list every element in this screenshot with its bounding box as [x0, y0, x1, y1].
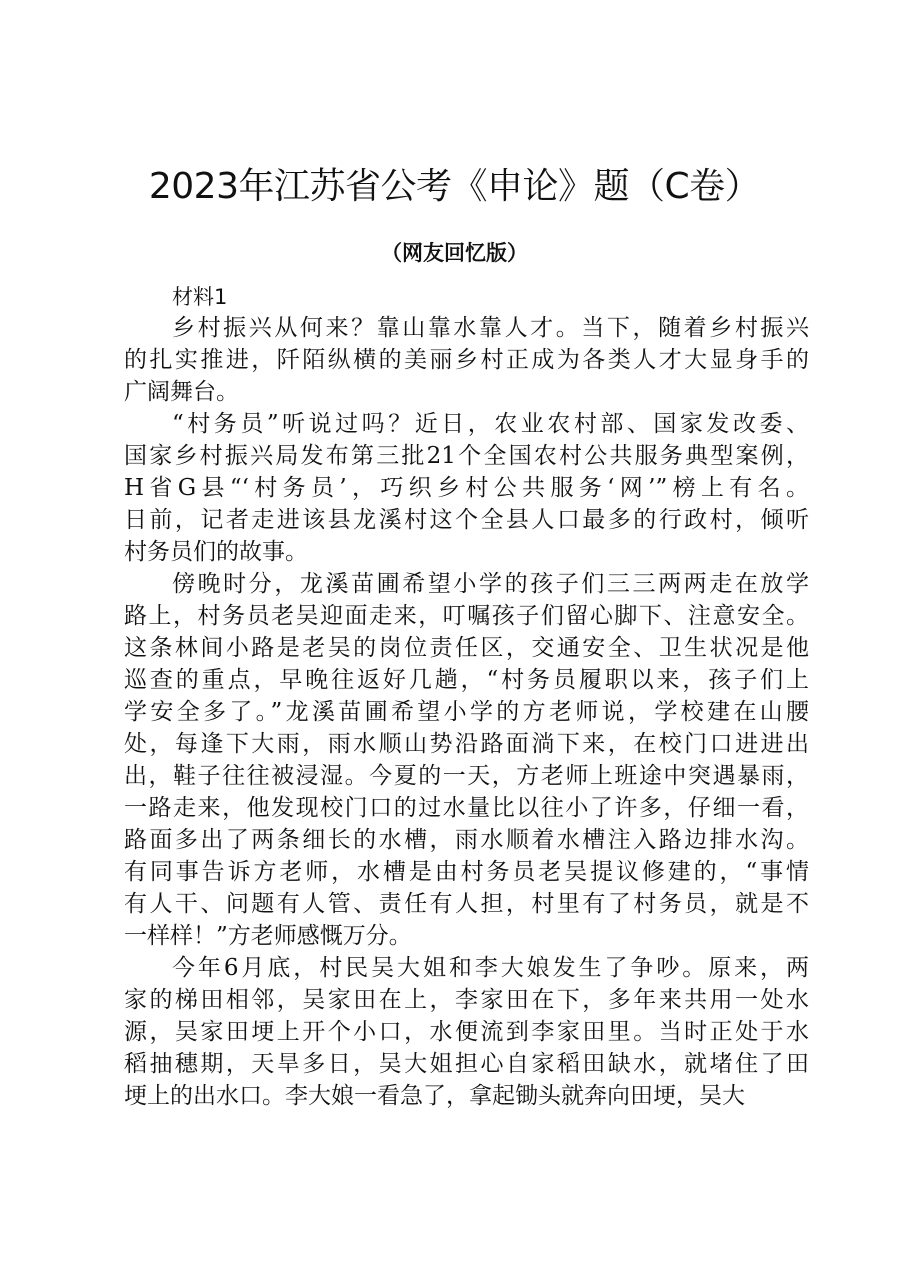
paragraph: [124, 568, 809, 952]
paragraph-line: 傍晚时分，龙溪苗圃希望小学的孩子们三三两两走在放学: [172, 571, 809, 597]
paragraph-line: 路上，村务员老吴迎面走来，叮嘱孩子们留心脚下、注意安全。: [124, 603, 809, 629]
paragraph: [124, 312, 809, 408]
paragraph-line: 学安全多了。”龙溪苗圃希望小学的方老师说，学校建在山腰: [124, 699, 809, 725]
paragraph-line: 广阔舞台。: [124, 379, 239, 405]
paragraph-line: 村务员们的故事。: [124, 539, 308, 565]
paragraph-line: 的扎实推进，阡陌纵横的美丽乡村正成为各类人才大显身手的: [124, 347, 809, 373]
paragraph: [124, 408, 809, 568]
paragraph-line: 源，吴家田埂上开个小口，水便流到李家田里。当时正处于水: [124, 1019, 809, 1045]
paragraph-line: 出，鞋子往往被浸湿。今夏的一天，方老师上班途中突遇暴雨，: [124, 763, 809, 789]
paragraph-line: 日前，记者走进该县龙溪村这个全县人口最多的行政村，倾听: [124, 507, 809, 533]
paragraph-line: “村务员”听说过吗？近日，农业农村部、国家发改委、: [172, 411, 809, 437]
document-subtitle: （网友回忆版）: [381, 240, 528, 265]
paragraph-line: 有人干、问题有人管、责任有人担，村里有了村务员，就是不: [124, 891, 809, 917]
paragraph-line: 一样样！”方老师感慨万分。: [124, 923, 412, 949]
paragraph-line: 巡查的重点，早晚往返好几趟，“村务员履职以来，孩子们上: [124, 667, 809, 693]
paragraph-line: 一路走来，他发现校门口的过水量比以往小了许多，仔细一看，: [124, 795, 809, 821]
paragraph-line: 路面多出了两条细长的水槽，雨水顺着水槽注入路边排水沟。: [124, 827, 809, 853]
paragraph-line: 处，每逢下大雨，雨水顺山势沿路面淌下来，在校门口进进出: [124, 731, 809, 757]
body-text: [124, 312, 809, 1112]
paragraph: [124, 952, 809, 1112]
paragraph-line: 家的梯田相邻，吴家田在上，李家田在下，多年来共用一处水: [124, 987, 809, 1013]
paragraph-line: 埂上的出水口。李大娘一看急了，拿起锄头就奔向田埂，吴大: [124, 1083, 745, 1109]
paragraph-line: 今年6月底，村民吴大姐和李大娘发生了争吵。原来，两: [172, 955, 809, 981]
paragraph-line: 乡村振兴从何来？靠山靠水靠人才。当下，随着乡村振兴: [172, 315, 809, 341]
paragraph-line: H省G县“‘村务员’，巧织乡村公共服务‘网’”榜上有名。: [124, 475, 809, 501]
paragraph-line: 国家乡村振兴局发布第三批21个全国农村公共服务典型案例，: [124, 443, 809, 469]
paragraph-line: 稻抽穗期，天旱多日，吴大姐担心自家稻田缺水，就堵住了田: [124, 1051, 809, 1077]
section-label: 材料1: [172, 285, 228, 309]
paragraph-line: 有同事告诉方老师，水槽是由村务员老吴提议修建的，“事情: [124, 859, 809, 885]
paragraph-line: 这条林间小路是老吴的岗位责任区，交通安全、卫生状况是他: [124, 635, 809, 661]
document-title: 2023年江苏省公考《申论》题（C卷）: [148, 166, 761, 207]
